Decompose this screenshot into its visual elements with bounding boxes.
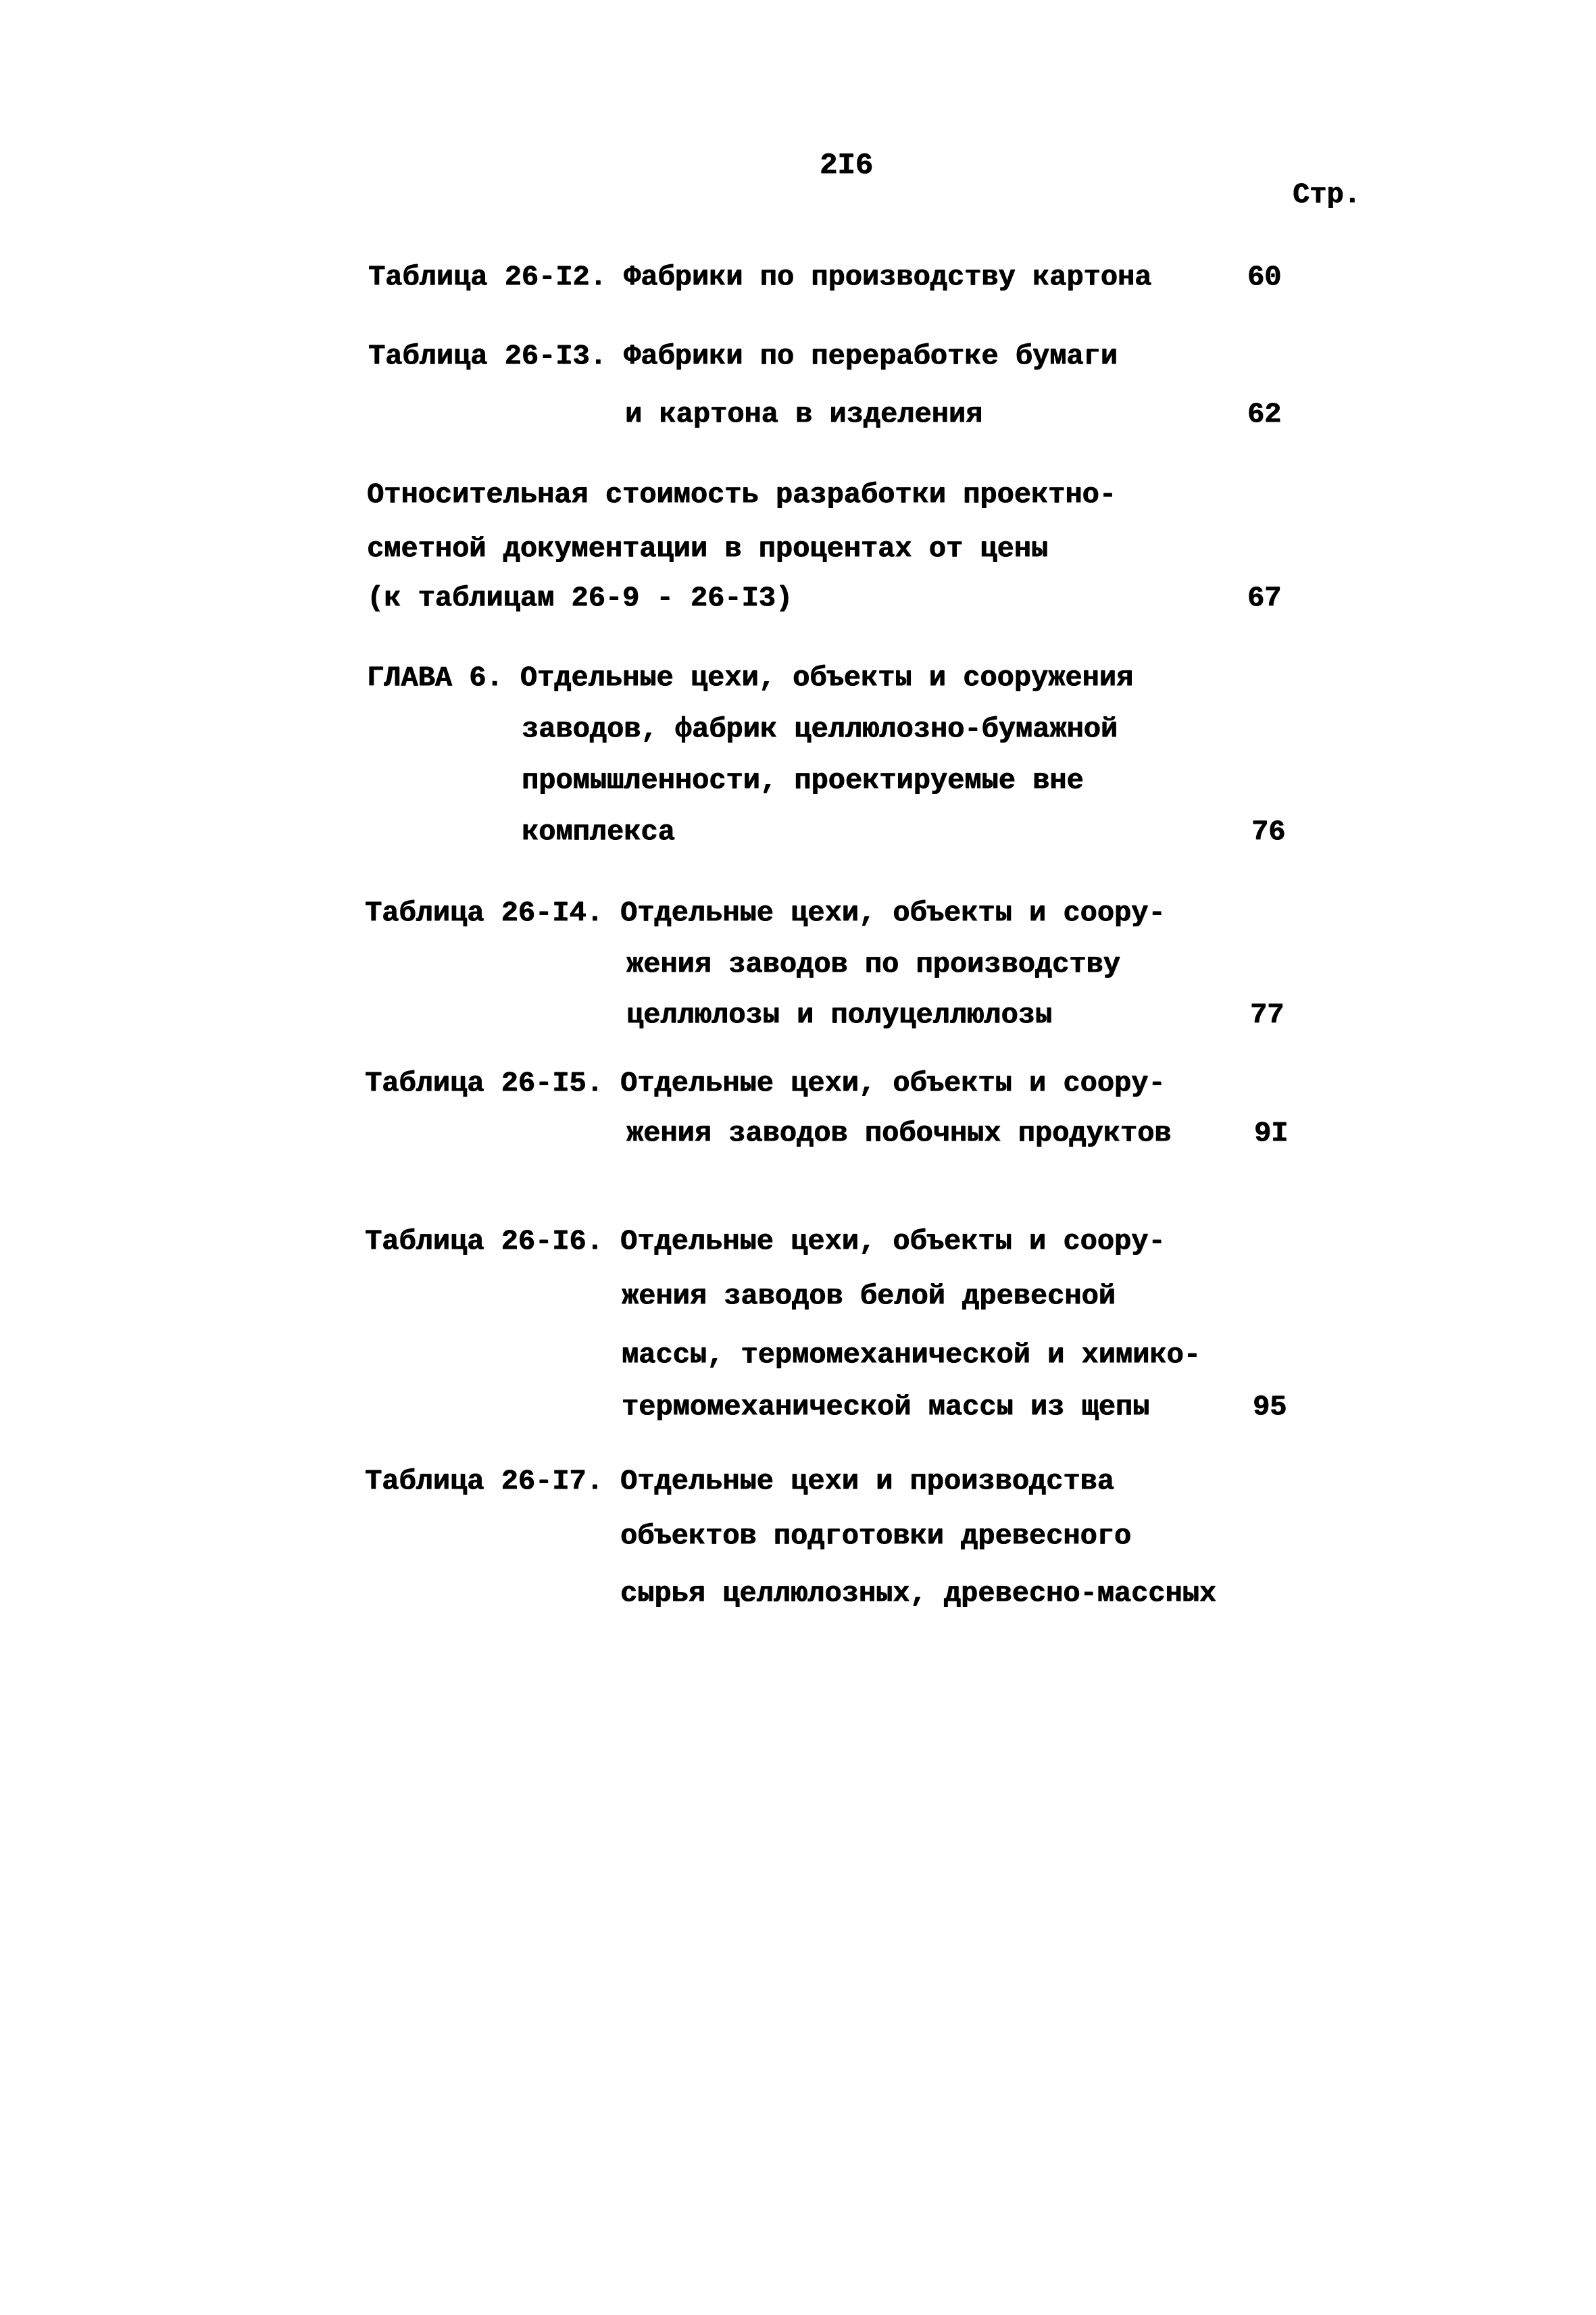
toc-line: сырья целлюлозных, древесно-массных	[620, 1577, 1217, 1610]
toc-line: Таблица 26-I5. Отдельные цехи, объекты и соору-	[365, 1067, 1166, 1099]
toc-page-number: 9I	[1254, 1117, 1289, 1149]
page-column-header: Стр.	[1293, 178, 1361, 211]
toc-line: Относительная стоимость разработки проектно-	[367, 478, 1116, 511]
toc-line: массы, термомеханической и химико-	[622, 1339, 1201, 1371]
toc-line: сметной документации в процентах от цены	[367, 532, 1049, 565]
toc-line: жения заводов по производству	[626, 948, 1120, 980]
toc-line: и картона в изделения	[625, 398, 983, 430]
toc-line: термомеханической массы из щепы	[622, 1391, 1150, 1423]
toc-line: промышленности, проектируемые вне	[522, 764, 1084, 797]
toc-line: Таблица 26-I7. Отдельные цехи и производства	[365, 1465, 1114, 1497]
toc-line: ГЛАВА 6. Отдельные цехи, объекты и сооружения	[367, 662, 1134, 694]
toc-line: Таблица 26-I2. Фабрики по производству картона	[368, 261, 1152, 293]
toc-page-number: 60	[1247, 261, 1282, 293]
toc-line: заводов, фабрик целлюлозно-бумажной	[522, 713, 1118, 745]
toc-line: целлюлозы и полуцеллюлозы	[626, 999, 1053, 1031]
toc-line: Таблица 26-I3. Фабрики по переработке бумаги	[368, 340, 1118, 372]
toc-line: Таблица 26-I6. Отдельные цехи, объекты и соору-	[365, 1225, 1166, 1258]
toc-line: Таблица 26-I4. Отдельные цехи, объекты и соору-	[365, 897, 1166, 929]
toc-line: комплекса	[522, 816, 675, 848]
toc-line: жения заводов белой древесной	[622, 1280, 1116, 1312]
toc-page-number: 95	[1253, 1391, 1287, 1423]
toc-page-number: 67	[1247, 582, 1282, 614]
page-number: 2I6	[820, 149, 874, 182]
toc-page-number: 76	[1251, 816, 1286, 848]
toc-line: объектов подготовки древесного	[620, 1520, 1132, 1552]
toc-line: (к таблицам 26-9 - 26-I3)	[367, 582, 793, 614]
toc-page-number: 62	[1247, 398, 1282, 430]
toc-page-number: 77	[1250, 999, 1285, 1031]
toc-line: жения заводов побочных продуктов	[626, 1117, 1172, 1149]
